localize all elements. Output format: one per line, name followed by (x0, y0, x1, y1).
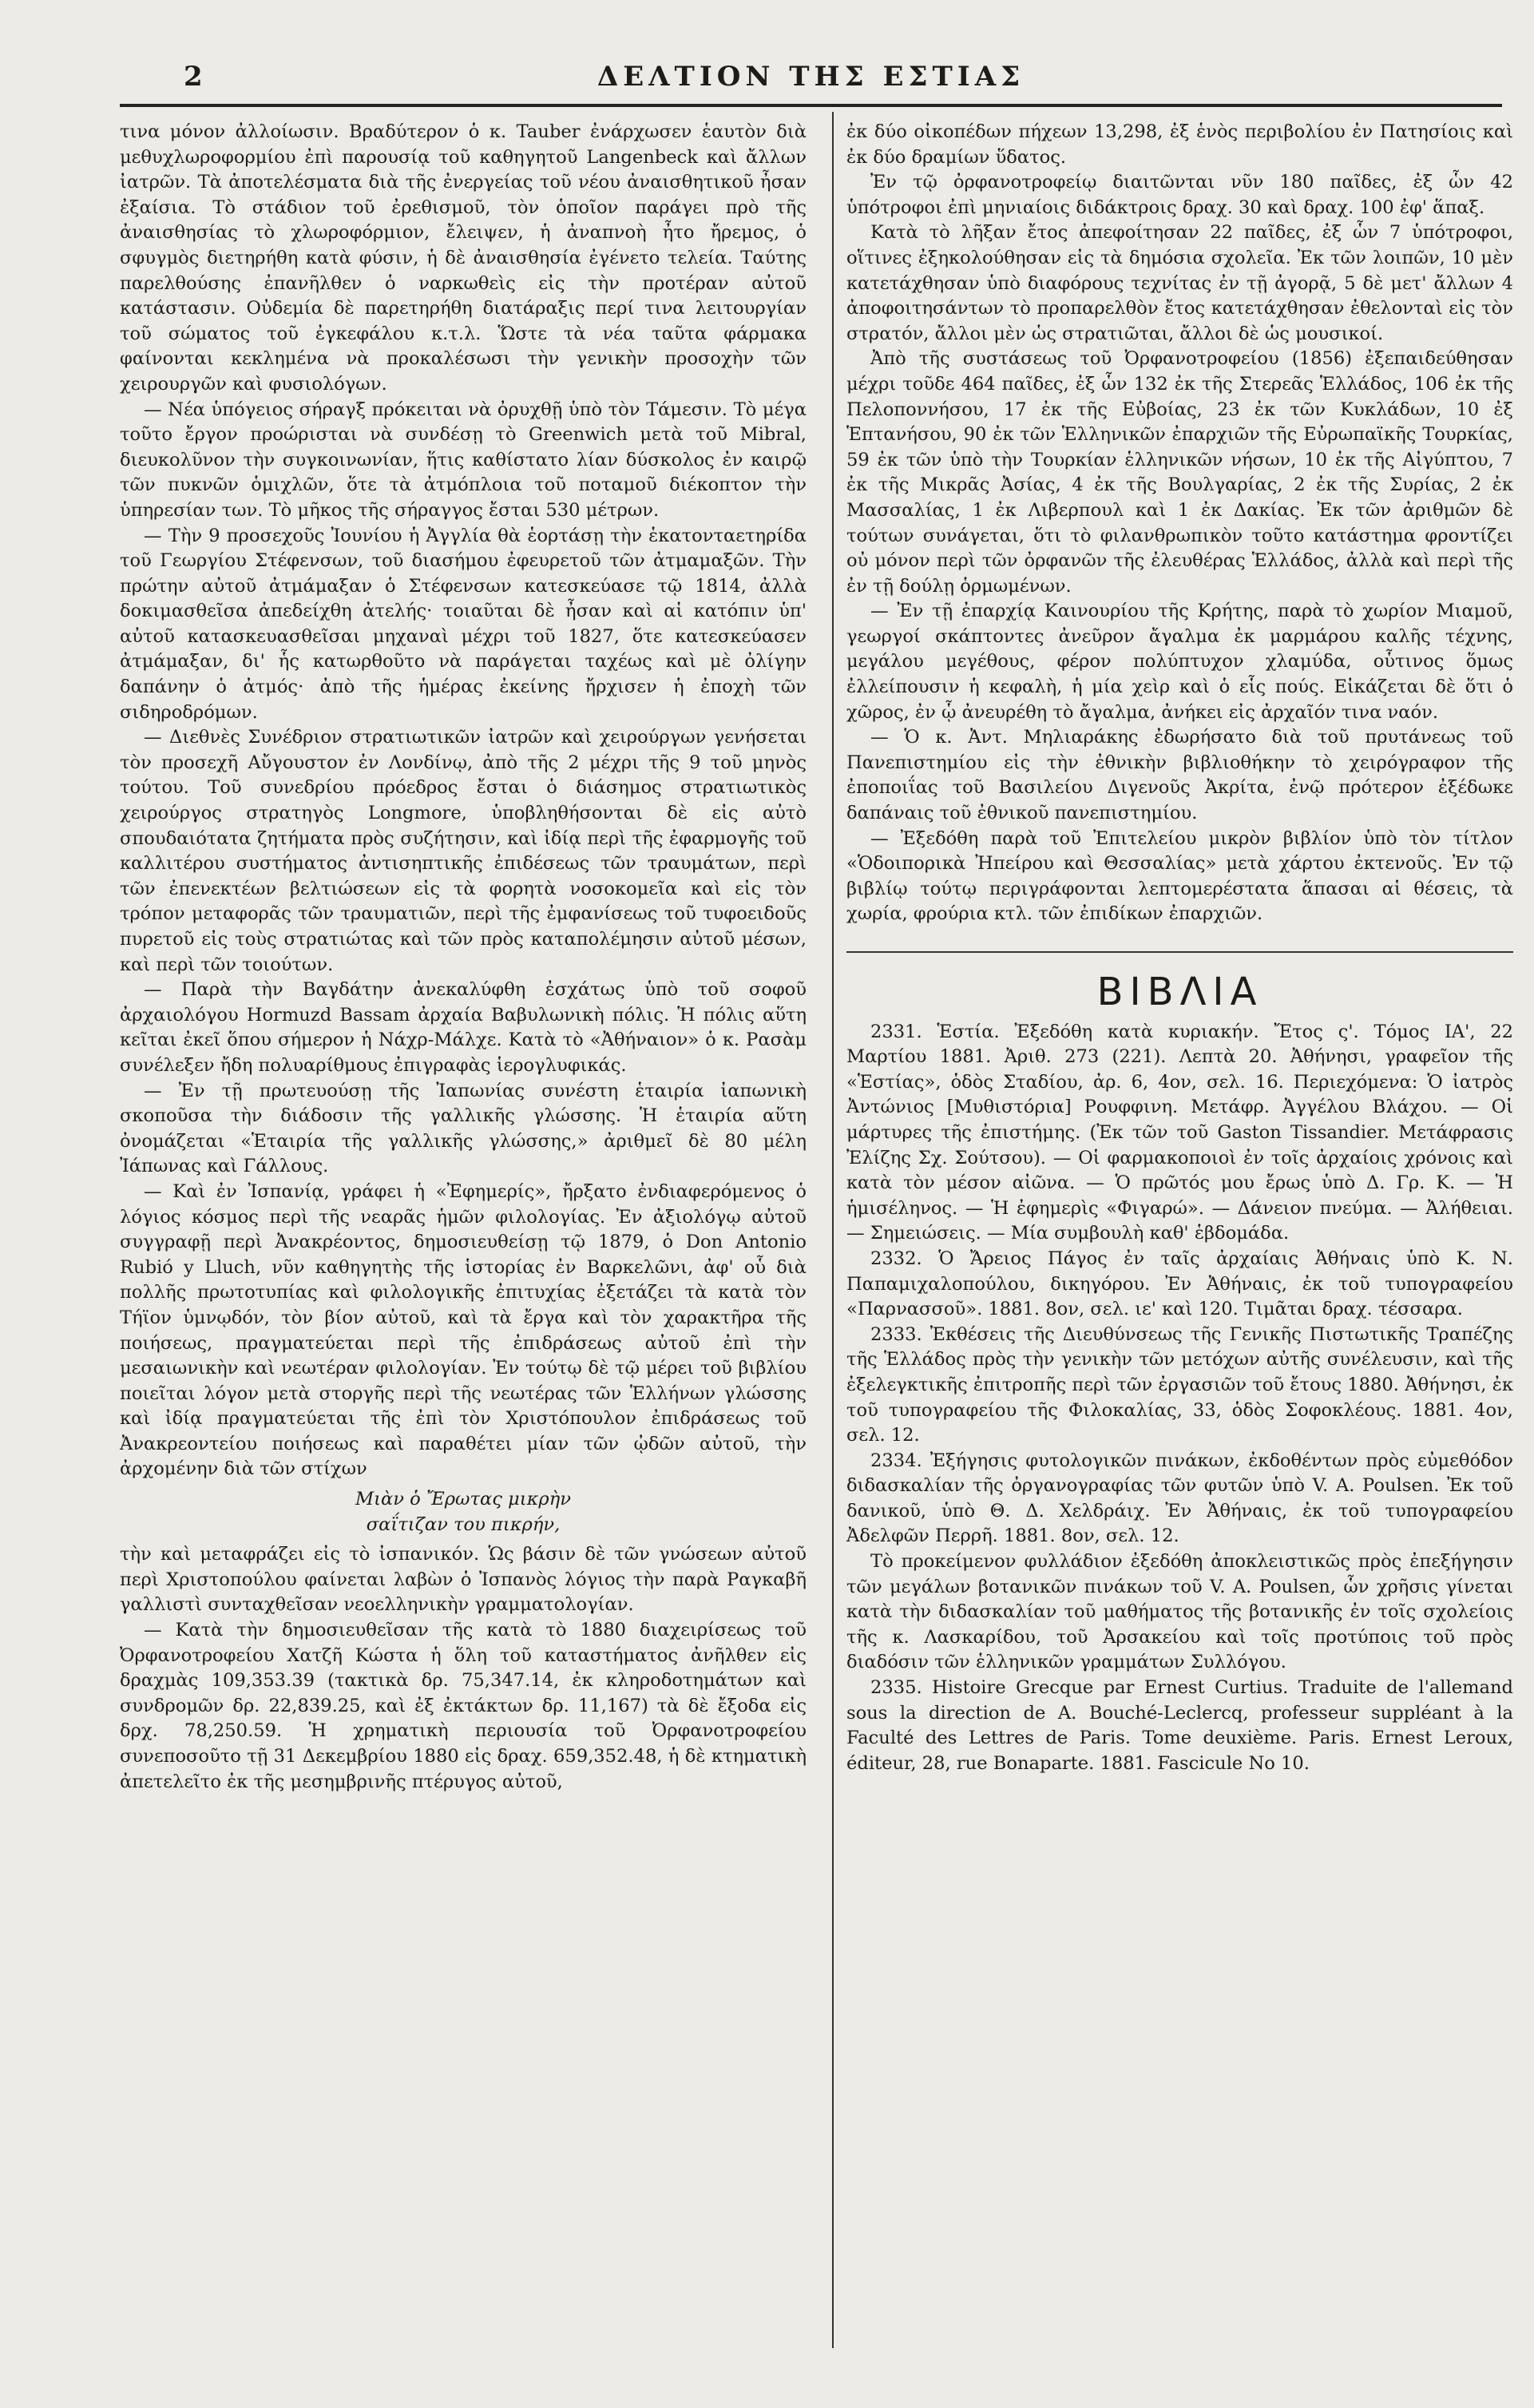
page-header (120, 48, 1502, 104)
right-paragraph: Ἐν τῷ ὀρφανοτροφείῳ διαιτῶνται νῦν 180 παῖδες, ἐξ ὧν 42 ὑπότροφοι ἐπὶ μηνιαίοις διδάκτροις δραχ. 30 καὶ δραχ. 100 ἐφ' ἅπαξ. (846, 172, 1513, 218)
right-paragraph: Κατὰ τὸ λῆξαν ἔτος ἀπεφοίτησαν 22 παῖδες, ἐξ ὧν 7 ὑπότροφοι, οἵτινες ἐξηκολούθησαν εἰς τὰ δημόσια σχολεῖα. Ἐκ τῶν λοιπῶν, 10 μὲν κατετάχθησαν ὑπὸ διαφόρους τεχνίτας ἐν τῇ ἀγορᾷ, 5 δὲ μετ' ἄλλων 4 ἀποφοιτησάντων τὸ προπαρελθὸν ἔτος κατετάχθησαν ἐθελονταὶ εἰς τὸν στρατόν, ἄλλοι μὲν ὡς στρατιῶται, ἄλλοι δὲ ὡς μουσικοί. (846, 222, 1513, 344)
left-paragraph: — Παρὰ τὴν Βαγδάτην ἀνεκαλύφθη ἐσχάτως ὑπὸ τοῦ σοφοῦ ἀρχαιολόγου Hormuzd Bassam ἀρχαία Βαβυλωνικὴ πόλις. Ἡ πόλις αὕτη κεῖται ἐκεῖ ὅπου σήμερον ἡ Νάχρ-Μάλχε. Κατὰ τὸ «Ἀθήναιον» ὁ κ. Ρασὰμ συνέλεξεν ἤδη πολυαρίθμους ἐπιγραφὰς ἱερογλυφικάς. (120, 979, 807, 1076)
left-paragraph: — Κατὰ τὴν δημοσιευθεῖσαν τῆς κατὰ τὸ 1880 διαχειρίσεως τοῦ Ὀρφανοτροφείου Χατζῆ Κώστα ἡ ὅλη τοῦ καταστήματος ἀνῆλθεν εἰς δραχμὰς 109,353.39 (τακτικὰ δρ. 75,347.14, ἐκ κληροδοτημάτων καὶ συνδρομῶν δρ. 22,839.25, καὶ ἐξ ἐκτάκτων δρ. 11,167) τὰ δὲ ἔξοδα εἰς δρχ. 78,250.59. Ἡ χρηματικὴ περιουσία τοῦ Ὀρφανοτροφείου συνεποσοῦτο τῇ 31 Δεκεμβρίου 1880 εἰς δραχ. 659,352.48, ἡ δὲ κτηματικὴ ἀπετελεῖτο ἐκ τῆς μεσημβρινῆς πτέρυγος αὐτοῦ, (120, 1620, 807, 1792)
poem-line: σαΐτιζαν του πικρήν, (366, 1513, 561, 1535)
section-title-books: ΒΙΒΛΙΑ (1096, 970, 1263, 1014)
page-number: 2 (184, 61, 203, 93)
left-paragraph: τὴν καὶ μεταφράζει εἰς τὸ ἰσπανικόν. Ὡς βάσιν δὲ τῶν γνώσεων αὐτοῦ περὶ Χριστοπούλου φαίνεται λαβὼν ὁ Ἰσπανὸς λόγιος τὴν παρὰ Ραγκαβῆ γαλλιστὶ συνταχθεῖσαν νεοελληνικὴν γραμματολογίαν. (120, 1544, 807, 1616)
column-divider (832, 112, 834, 2348)
poem-line: Μιὰν ὁ Ἔρωτας μικρὴν (355, 1489, 571, 1510)
header-rule (120, 104, 1502, 107)
left-paragraph: — Καὶ ἐν Ἰσπανίᾳ, γράφει ἡ «Ἐφημερίς», ἤρξατο ἐνδιαφερόμενος ὁ λόγιος κόσμος περὶ τῆς νεαρᾶς ἡμῶν φιλολογίας. Ἐν ἀξιολόγῳ αὐτοῦ συγγραφῇ περὶ Ἀνακρέοντος, δημοσιευθείσῃ τῷ 1879, ὁ Don Antonio Rubió y Lluch, νῦν καθηγητὴς τῆς ἱστορίας ἐν Βαρκελῶνι, ἀφ' οὗ διὰ πολλῆς πρωτοτυπίας καὶ φιλολογικῆς ἐπιτυχίας ἐξετάζει τὰ κατὰ τὸν Τήϊον ὑμνῳδόν, τὸν βίον αὐτοῦ, καὶ τὰ ἔργα καὶ τὸν χαρακτῆρα τῆς ποιήσεως, πραγματεύεται περὶ τῆς ἐπιδράσεως αὐτοῦ ἐπὶ τὴν μεσαιωνικὴν καὶ νεωτέραν φιλολογίαν. Ἐν τούτῳ δὲ τῷ μέρει τοῦ βιβλίου ποιεῖται λόγον μετὰ στοργῆς περὶ τῆς νεωτέρας τῶν Ἑλλήνων γλώσσης καὶ ἰδίᾳ πραγματεύεται τῆς ἐπὶ τὸν Χριστόπουλον ἐπιδράσεως τοῦ Ἀνακρεοντείου ποιήσεως καὶ παραθέτει μίαν τῶν ᾠδῶν αὐτοῦ, τὴν ἀρχομένην διὰ τῶν στίχων (120, 1180, 807, 1480)
left-column (120, 120, 807, 1795)
left-paragraph: — Τὴν 9 προσεχοῦς Ἰουνίου ἡ Ἀγγλία θὰ ἑορτάσῃ τὴν ἑκατονταετηρίδα τοῦ Γεωργίου Στέφενσων, τοῦ διασήμου ἐφευρετοῦ τῶν ἀτμαμαξῶν. Τὴν πρώτην αὐτοῦ ἀτμάμαξαν ὁ Στέφενσων κατεσκεύασε τῷ 1814, ἀλλὰ δοκιμασθεῖσα ἀπεδείχθη ἀτελής· τοιαῦται δὲ ἦσαν καὶ αἱ κατόπιν ὑπ' αὐτοῦ κατασκευασθεῖσαι μηχαναὶ μέχρι τοῦ 1827, ὅτε κατεσκεύασεν ἀτμάμαξαν, δι' ἧς κατωρθοῦτο νὰ παράγεται ταχέως καὶ μὲ ὀλίγην δαπάνην ὁ ἀτμός· ἀπὸ τῆς ἡμέρας ἐκείνης ἤρχισεν ἡ ἐποχὴ τῶν σιδηροδρόμων. (120, 525, 807, 723)
left-paragraph: — Νέα ὑπόγειος σήραγξ πρόκειται νὰ ὀρυχθῇ ὑπὸ τὸν Τάμεσιν. Τὸ μέγα τοῦτο ἔργον προώρισται νὰ συνδέσῃ τὸ Greenwich μετὰ τοῦ Mibral, διευκολῦνον τὴν συγκοινωνίαν, ἥτις καθίστατο λίαν δύσκολος ἐν καιρῷ τῶν πυκνῶν ὁμιχλῶν, ὅτε τὰ ἀτμόπλοια τοῦ ποταμοῦ διέκοπτον τὴν ὑπηρεσίαν των. Τὸ μῆκος τῆς σήραγγος ἔσται 530 μέτρων. (120, 399, 807, 521)
right-column (846, 120, 1513, 1776)
book-entry: 2334. Ἐξήγησις φυτολογικῶν πινάκων, ἐκδοθέντων πρὸς εὐμεθόδον διδασκαλίαν τῆς ὀργανογραφίας τῶν φυτῶν ὑπὸ V. A. Poulsen. Ἐκ τοῦ δανικοῦ, ὑπὸ Θ. Δ. Χελδράιχ. Ἐν Ἀθήναις, ἐκ τοῦ τυπογραφείου Ἀδελφῶν Περρῆ. 1881. 8ον, σελ. 12. (846, 1450, 1513, 1547)
left-paragraph: τινα μόνον ἀλλοίωσιν. Βραδύτερον ὁ κ. Tauber ἐνάρχωσεν ἑαυτὸν διὰ μεθυχλωροφορμίου ἐπὶ παρουσίᾳ τοῦ καθηγητοῦ Langenbeck καὶ ἄλλων ἰατρῶν. Τὰ ἀποτελέσματα διὰ τῆς ἐνεργείας τοῦ νέου ἀναισθητικοῦ ἦσαν ἐξαίσια. Τὸ στάδιον τοῦ ἐρεθισμοῦ, τὸν ὁποῖον παράγει πρὸ τῆς ἀναισθησίας τὸ χλωροφόρμιον, ἔλειψεν, ἡ ἀναπνοὴ ἦτο ἤρεμος, ὁ σφυγμὸς διετηρήθη κατὰ φύσιν, ἡ δὲ ἀναισθησία ἐγένετο τελεία. Ταύτης παρελθούσης ἐπανῆλθεν ὁ ναρκωθεὶς εἰς τὴν προτέραν αὐτοῦ κατάστασιν. Οὐδεμία δὲ παρετηρήθη διατάραξις περί τινα λειτουργίαν τοῦ σώματος τοῦ ἐγκεφάλου κ.τ.λ. Ὥστε τὰ νέα ταῦτα φάρμακα φαίνονται κεκλημένα νὰ προκαλέσωσι τὴν γενικὴν προσοχὴν τῶν χειρουργῶν καὶ φυσιολόγων. (120, 121, 807, 395)
right-paragraph: ἐκ δύο οἰκοπέδων πήχεων 13,298, ἐξ ἑνὸς περιβολίου ἐν Πατησίοις καὶ ἐκ δύο δραμίων ὕδατος. (846, 121, 1513, 168)
section-rule (846, 951, 1513, 953)
right-paragraph: — Ὁ κ. Ἀντ. Μηλιαράκης ἐδωρήσατο διὰ τοῦ πρυτάνεως τοῦ Πανεπιστημίου εἰς τὴν ἐθνικὴν βιβλιοθήκην τὸ χειρόγραφον τῆς ἐποποιΐας τοῦ Βασιλείου Διγενοῦς Ἀκρίτα, ἐνῷ πρότερον ἐξέδωκε δαπάναις τοῦ ἐθνικοῦ πανεπιστημίου. (846, 727, 1513, 824)
book-entry: 2331. Ἑστία. Ἐξεδόθη κατὰ κυριακήν. Ἔτος ς'. Τόμος ΙΑ', 22 Μαρτίου 1881. Ἀριθ. 273 (221). Λεπτὰ 20. Ἀθήνησι, γραφεῖον τῆς «Ἑστίας», ὁδὸς Σταδίου, ἀρ. 6, 4ον, σελ. 16. Περιεχόμενα: Ὁ ἰατρὸς Ἀντώνιος [Μυθιστόρια] Ρουφφινη. Μετάφρ. Ἀγγέλου Βλάχου. — Οἱ μάρτυρες τῆς ἐπιστήμης. (Ἐκ τῶν τοῦ Gaston Tissandier. Μετάφρασις Ἐλίζης Σχ. Σούτσου). — Οἱ φαρμακοποιοὶ ἐν τοῖς ἀρχαίοις χρόνοις καὶ κατὰ τὸν μέσον αἰῶνα. — Ὁ πρῶτός μου ἔρως ὑπὸ Δ. Γρ. Κ. — Ἡ ἡμισέληνος. — Ἡ ἐφημερὶς «Φιγαρώ». — Δάνειον πνεύμα. — Ἀλήθειαι. — Σημειώσεις. — Μία συμβουλὴ καθ' ἑβδομάδα. (846, 1021, 1513, 1244)
book-entry: 2332. Ὁ Ἄρειος Πάγος ἐν ταῖς ἀρχαίαις Ἀθήναις ὑπὸ Κ. Ν. Παπαμιχαλοπούλου, δικηγόρου. Ἐν Ἀθήναις, ἐκ τοῦ τυπογραφείου «Παρνασσοῦ». 1881. 8ον, σελ. ιε' καὶ 120. Τιμᾶται δραχ. τέσσαρα. (846, 1248, 1513, 1320)
left-paragraph: — Διεθνὲς Συνέδριον στρατιωτικῶν ἰατρῶν καὶ χειρούργων γενήσεται τὸν προσεχῆ Αὔγουστον ἐν Λονδίνῳ, ἀπὸ τῆς 2 μέχρι τῆς 9 τοῦ μηνὸς τούτου. Τοῦ συνεδρίου πρόεδρος ἔσται ὁ διάσημος στρατιωτικὸς χειρούργος στρατηγὸς Longmore, ὑποβληθήσονται δὲ εἰς αὐτὸ σπουδαιότατα ζητήματα πρὸς συζήτησιν, καὶ ἰδίᾳ περὶ τῆς ἐφαρμογῆς τοῦ καλλιτέρου συστήματος ἀντισηπτικῆς ἐπιδέσεως τῶν τραυμάτων, περὶ τῶν ἐπενεκτέων βελτιώσεων εἰς τὰ φορητὰ νοσοκομεῖα καὶ εἰς τὸν τρόπον μεταφορᾶς τῶν τραυματιῶν, περὶ τῆς ἐμφανίσεως τοῦ τυφοειδοῦς πυρετοῦ εἰς τοὺς στρατιώτας καὶ τῶν πρὸς καταπολέμησιν αὐτοῦ μέσων, καὶ περὶ τῶν τοιούτων. (120, 727, 807, 975)
right-paragraph: — Ἐν τῇ ἐπαρχίᾳ Καινουρίου τῆς Κρήτης, παρὰ τὸ χωρίον Μιαμοῦ, γεωργοί σκάπτοντες ἀνεῦρον ἄγαλμα ἐκ μαρμάρου καλῆς τέχνης, μεγάλου μεγέθους, φέρον πολύπτυχον χλαμύδα, οὗτινος ὅμως ἐλλείπουσιν ἡ κεφαλὴ, ἡ μία χεὶρ καὶ ὁ εἷς πούς. Εἰκάζεται δὲ ὅτι ὁ χῶρος, ἐν ᾧ ἀνευρέθη τὸ ἄγαλμα, ἀνήκει εἰς ἀρχαῖόν τινα ναόν. (846, 601, 1513, 723)
book-entry: 2333. Ἐκθέσεις τῆς Διευθύνσεως τῆς Γενικῆς Πιστωτικῆς Τραπέζης τῆς Ἑλλάδος πρὸς τὴν γενικὴν τῶν μετόχων αὐτῆς συνέλευσιν, καὶ τῆς ἐξελεγκτικῆς ἐπιτροπῆς περὶ τῶν ἐργασιῶν τοῦ ἔτους 1880. Ἀθήνησι, ἐκ τοῦ τυπογραφείου τῆς Φιλοκαλίας, 33, ὁδὸς Σοφοκλέους. 1881. 4ον, σελ. 12. (846, 1323, 1513, 1446)
running-title: ΔΕΛΤΙΟΝ ΤΗΣ ΕΣΤΙΑΣ (597, 61, 1025, 93)
left-paragraph: — Ἐν τῇ πρωτευούσῃ τῆς Ἰαπωνίας συνέστη ἑταιρία ἰαπωνικὴ σκοποῦσα τὴν διάδοσιν τῆς γαλλικῆς γλώσσης. Ἡ ἑταιρία αὕτη ὀνομάζεται «Ἑταιρία τῆς γαλλικῆς γλώσσης,» ἀριθμεῖ δὲ 80 μέλη Ἰάπωνας καὶ Γάλλους. (120, 1080, 807, 1177)
right-paragraph: — Ἐξεδόθη παρὰ τοῦ Ἐπιτελείου μικρὸν βιβλίον ὑπὸ τὸν τίτλον «Ὁδοιπορικὰ Ἠπείρου καὶ Θεσσαλίας» μετὰ χάρτου ἐκτενοῦς. Ἐν τῷ βιβλίῳ τούτῳ περιγράφονται λεπτομερέστατα ἅπασαι αἱ θέσεις, τὰ χωρία, φρούρια κτλ. τῶν ἐπιδίκων ἐπαρχιῶν. (846, 827, 1513, 925)
poem-quote (120, 1487, 807, 1537)
book-entry: 2335. Histoire Grecque par Ernest Curtius. Traduite de l'allemand sous la direction de A. Bouché-Leclercq, professeur suppléant à la Faculté des Lettres de Paris. Tome deuxième. Paris. Ernest Leroux, éditeur, 28, rue Bonaparte. 1881. Fascicule No 10. (846, 1677, 1513, 1774)
book-entry: Τὸ προκείμενον φυλλάδιον ἐξεδόθη ἀποκλειστικῶς πρὸς ἐπεξήγησιν τῶν μεγάλων βοτανικῶν πινάκων τοῦ V. A. Poulsen, ὧν χρῆσις γίνεται κατὰ τὴν διδασκαλίαν τοῦ μαθήματος τῆς βοτανικῆς ἐν τοῖς σχολείοις τῆς κ. Λασκαρίδου, τοῦ Ἀρσακείου καὶ τοῖς προτύποις τοῦ πρὸς διαδόσιν τῶν ἑλληνικῶν γραμμάτων Συλλόγου. (846, 1551, 1513, 1673)
right-paragraph: Ἀπὸ τῆς συστάσεως τοῦ Ὀρφανοτροφείου (1856) ἐξεπαιδεύθησαν μέχρι τοῦδε 464 παῖδες, ἐξ ὧν 132 ἐκ τῆς Στερεᾶς Ἑλλάδος, 106 ἐκ τῆς Πελοποννήσου, 17 ἐκ τῆς Εὐβοίας, 23 ἐκ τῶν Κυκλάδων, 10 ἐξ Ἑπτανήσου, 90 ἐκ τῶν Ἑλληνικῶν ἐπαρχιῶν τῆς Εὐρωπαϊκῆς Τουρκίας, 59 ἐκ τῶν ὑπὸ τὴν Τουρκίαν ἑλληνικῶν νήσων, 10 ἐκ τῆς Αἰγύπτου, 7 ἐκ τῆς Μικρᾶς Ἀσίας, 4 ἐκ τῆς Βουλγαρίας, 2 ἐκ τῆς Συρίας, 2 ἐκ Μασσαλίας, 1 ἐκ Λιβερπουλ καὶ 1 ἐκ Δακίας. Ἐκ τῶν ἀριθμῶν δὲ τούτων συνάγεται, ὅτι τὸ φιλανθρωπικὸν τοῦτο κατάστημα φροντίζει οὐ μόνον περὶ τῶν ὀρφανῶν τῆς ἐλευθέρας Ἑλλάδος, ἀλλὰ καὶ περὶ τῆς ἐν τῇ δούλῃ ὁρμωμένων. (846, 348, 1513, 597)
